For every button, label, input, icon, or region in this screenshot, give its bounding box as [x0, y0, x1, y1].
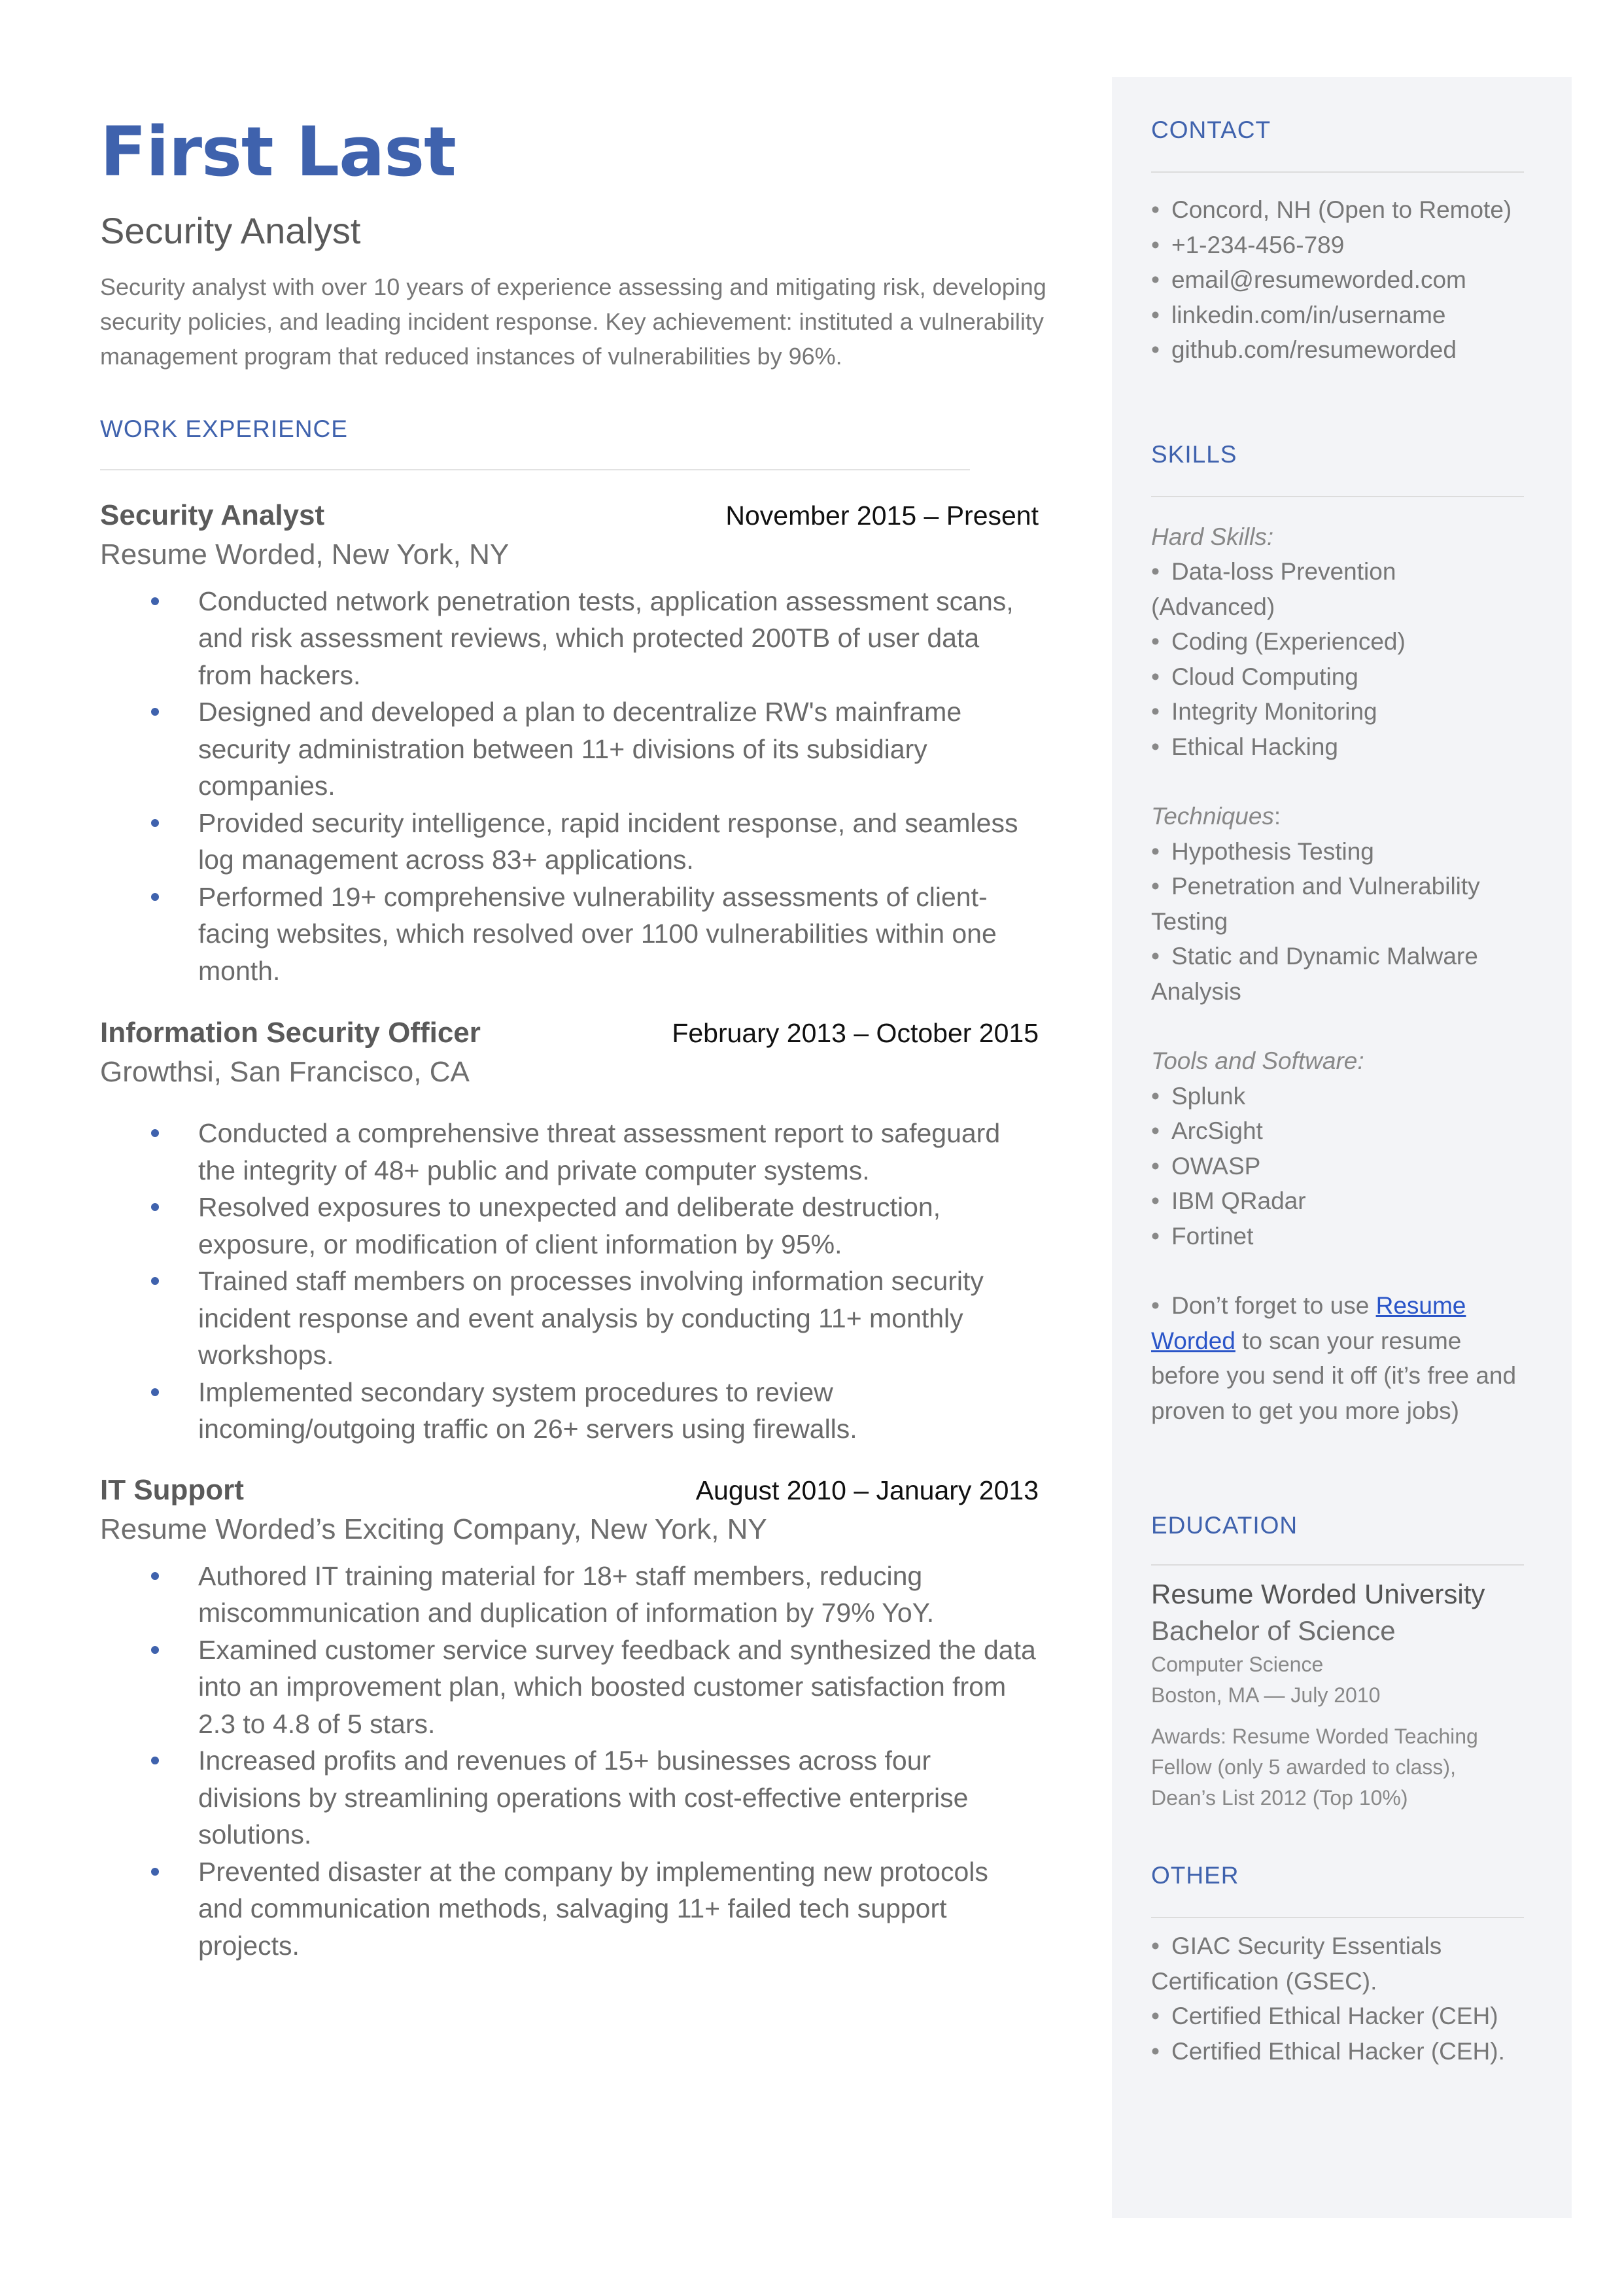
other-list: [1151, 1929, 1524, 2069]
other-item: • Certified Ethical Hacker (CEH).: [1151, 2037, 1505, 2065]
job-company: Resume Worded, New York, NY: [100, 538, 510, 570]
summary: Security analyst with over 10 years of experience assessing and mitigating risk, developing security policies, and leading incident response. Key achievement: instituted a vulnerability management program that reduced instances of vulnerabilities by 96%.: [100, 273, 1046, 370]
technique-item: • Hypothesis Testing: [1151, 837, 1374, 865]
resume-worded-link[interactable]: Resume Worded: [1151, 1292, 1466, 1354]
hard-skills-label: Hard Skills:: [1151, 523, 1274, 550]
techniques-label: Techniques:: [1151, 803, 1281, 830]
bullet-icon: [151, 1203, 159, 1211]
divider: [100, 469, 970, 470]
work-experience-heading: WORK EXPERIENCE: [100, 415, 348, 442]
contact-email[interactable]: • email@resumeworded.com: [1151, 266, 1466, 293]
bullet-icon: [151, 819, 159, 827]
job-bullet: Prevented disaster at the company by implementing new protocols and communication methods, salvaging 11+ failed tech support projects.: [100, 1853, 1039, 1965]
job-title-heading: Security Analyst: [100, 210, 361, 251]
bullet-icon: [151, 708, 159, 716]
contact-location: • Concord, NH (Open to Remote): [1151, 196, 1512, 223]
contact-linkedin[interactable]: • linkedin.com/in/username: [1151, 301, 1446, 328]
divider: [1151, 1564, 1524, 1566]
job-bullet: Implemented secondary system procedures to review incoming/outgoing traffic on 26+ servers using firewalls.: [100, 1374, 1039, 1448]
job-date: February 2013 – October 2015: [672, 1018, 1039, 1049]
divider: [1151, 171, 1524, 173]
job-bullet: Conducted a comprehensive threat assessment report to safeguard the integrity of 48+ public and private computer systems.: [100, 1115, 1039, 1189]
tool-item: • Fortinet: [1151, 1222, 1254, 1250]
contact-heading: CONTACT: [1151, 116, 1271, 143]
job-title: Security Analyst: [100, 499, 325, 531]
technique-item: • Penetration and Vulnerability Testing: [1151, 873, 1480, 935]
sidebar: [1112, 77, 1572, 2218]
bullet-icon: [151, 893, 159, 901]
skill-item: • Ethical Hacking: [1151, 733, 1338, 760]
bullet-icon: [151, 1868, 159, 1876]
job-company: Resume Worded’s Exciting Company, New York, NY: [100, 1513, 767, 1545]
bullet-icon: [151, 1646, 159, 1654]
candidate-name: First Last: [100, 112, 456, 192]
job-date: November 2015 – Present: [725, 500, 1039, 531]
main-column: [100, 112, 1081, 1964]
job-bullet: Designed and developed a plan to decentralize RW's mainframe security administration between 11+ divisions of its subsidiary companies.: [100, 693, 1039, 805]
contact-list: [1151, 192, 1524, 368]
skill-item: • Cloud Computing: [1151, 663, 1358, 690]
contact-phone: • +1-234-456-789: [1151, 231, 1345, 258]
resume-tip: • Don’t forget to use Resume Worded to scan your resume before you send it off (it’s free and proven to get you more jobs): [1151, 1292, 1517, 1424]
job-date: August 2010 – January 2013: [695, 1475, 1039, 1505]
edu-school: Resume Worded University: [1151, 1579, 1485, 1609]
skills-heading: SKILLS: [1151, 440, 1237, 468]
tool-item: • IBM QRadar: [1151, 1187, 1306, 1214]
education-heading: EDUCATION: [1151, 1512, 1298, 1539]
skill-item: • Data-loss Prevention (Advanced): [1151, 558, 1396, 620]
skill-item: • Integrity Monitoring: [1151, 698, 1377, 725]
hard-skills-list: [1151, 554, 1524, 764]
job-bullet: Increased profits and revenues of 15+ businesses across four divisions by streamlining operations with cost-effective enterprise solutions.: [100, 1742, 1039, 1853]
job-bullet: Resolved exposures to unexpected and deliberate destruction, exposure, or modification of client information by 95%.: [100, 1189, 1039, 1263]
tool-item: • OWASP: [1151, 1152, 1261, 1180]
tool-item: • Splunk: [1151, 1082, 1246, 1110]
tools-label: Tools and Software:: [1151, 1047, 1364, 1074]
technique-item: • Static and Dynamic Malware Analysis: [1151, 943, 1478, 1005]
tools-list: [1151, 1079, 1524, 1254]
job-entry: [100, 499, 1081, 990]
job-bullet: Conducted network penetration tests, application assessment scans, and risk assessment reviews, which protected 200TB of user data from hackers.: [100, 583, 1039, 694]
job-bullet: Provided security intelligence, rapid incident response, and seamless log management across 83+ applications.: [100, 805, 1039, 879]
contact-github[interactable]: • github.com/resumeworded: [1151, 336, 1457, 363]
job-bullet: Performed 19+ comprehensive vulnerability assessments of client-facing websites, which resolved over 1100 vulnerabilities within one month.: [100, 879, 1039, 990]
job-title: Information Security Officer: [100, 1017, 481, 1049]
job-bullet: Examined customer service survey feedback and synthesized the data into an improvement plan, which boosted customer satisfaction from 2.3 to 4.8 of 5 stars.: [100, 1632, 1039, 1743]
skill-item: • Coding (Experienced): [1151, 628, 1406, 655]
edu-location-date: Boston, MA — July 2010: [1151, 1683, 1381, 1707]
divider: [1151, 1917, 1524, 1918]
edu-awards: Awards: Resume Worded Teaching Fellow (only 5 awarded to class), Dean’s List 2012 (Top 10%): [1151, 1725, 1478, 1810]
tool-item: • ArcSight: [1151, 1117, 1263, 1144]
other-item: • GIAC Security Essentials Certification (GSEC).: [1151, 1933, 1442, 1995]
bullet-icon: [151, 1277, 159, 1285]
bullet-icon: [151, 1572, 159, 1580]
bullet-icon: [151, 1757, 159, 1764]
bullet-icon: [151, 1388, 159, 1396]
techniques-list: [1151, 834, 1524, 1009]
job-company: Growthsi, San Francisco, CA: [100, 1056, 470, 1089]
edu-field: Computer Science: [1151, 1653, 1324, 1676]
job-entry: [100, 1017, 1081, 1448]
edu-degree: Bachelor of Science: [1151, 1615, 1396, 1646]
divider: [1151, 496, 1524, 497]
bullet-icon: [151, 597, 159, 605]
job-bullet: Trained staff members on processes involving information security incident response and event analysis by conducting 11+ monthly workshops.: [100, 1263, 1039, 1374]
bullet-icon: [151, 1129, 159, 1137]
other-item: • Certified Ethical Hacker (CEH): [1151, 2003, 1498, 2029]
other-heading: OTHER: [1151, 1862, 1239, 1889]
job-entry: [100, 1474, 1081, 1965]
job-bullet: Authored IT training material for 18+ staff members, reducing miscommunication and duplication of information by 79% YoY.: [100, 1558, 1039, 1632]
job-title: IT Support: [100, 1473, 244, 1506]
